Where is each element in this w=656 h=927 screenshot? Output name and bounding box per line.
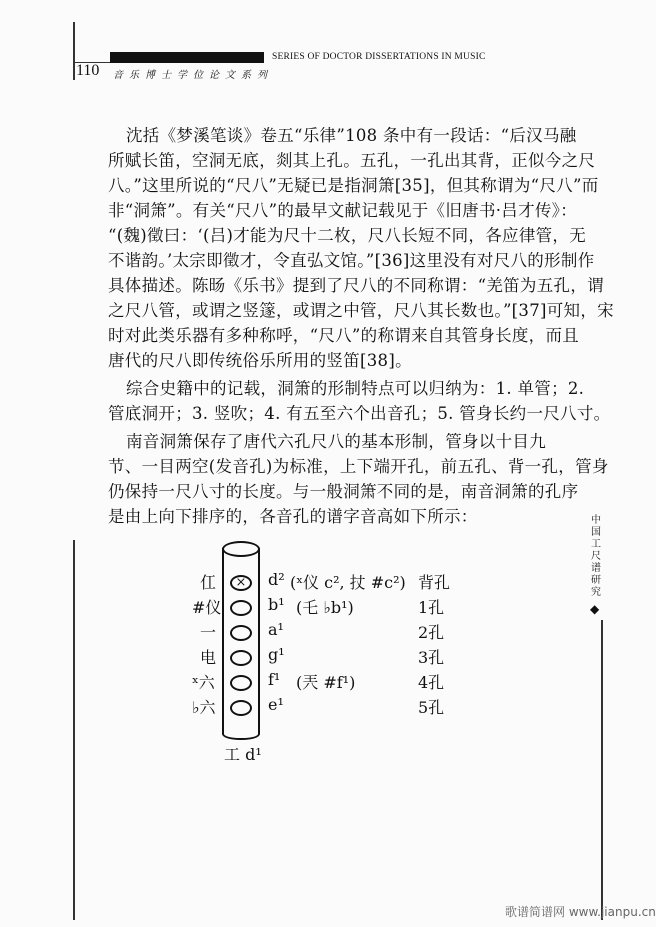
text-line: 具体描述。陈旸《乐书》提到了尺八的不同称谓：“羌笛为五孔，谓 bbox=[108, 276, 604, 295]
hole-label: 5孔 bbox=[418, 698, 445, 717]
page-number: 110 bbox=[76, 62, 100, 79]
text-line: “(魏)徵曰：‘(吕)才能为尺十二枚，尺八长短不同，各应律管，无 bbox=[108, 226, 587, 245]
hole-label: 1孔 bbox=[418, 598, 445, 617]
flute-top bbox=[222, 541, 260, 557]
text-line: 非“洞箫”。有关“尺八”的最早文献记载见于《旧唐书·吕才传》： bbox=[108, 201, 578, 220]
finger-char: 电 bbox=[200, 648, 217, 667]
pitch-note: (ˣ仪 c², 扙 #c²) bbox=[290, 573, 406, 592]
text-line: 唐代的尺八即传统俗乐所用的竖笛[38]。 bbox=[108, 351, 412, 370]
pitch-label: g¹ bbox=[268, 645, 285, 664]
text-line: 是由上向下排序的，各音孔的谱字音高如下所示： bbox=[108, 507, 478, 526]
text-line: 之尺八管，或谓之竖篴，或谓之中管，尺八其长数也。”[37]可知，宋 bbox=[108, 301, 614, 320]
hole-icon bbox=[230, 625, 252, 641]
finger-char: #仪 bbox=[192, 598, 222, 617]
pitch-note: (乇 ♭b¹) bbox=[296, 598, 354, 617]
hole-label: 2孔 bbox=[418, 623, 445, 642]
hole-icon bbox=[230, 650, 252, 666]
text-line: 综合史籍中的记载，洞箫的形制特点可以归纳为：1. 单管；2. bbox=[126, 379, 585, 398]
header-bar bbox=[110, 52, 264, 63]
margin-rule bbox=[73, 22, 75, 80]
pitch-label: f¹ bbox=[268, 670, 281, 689]
header-english: SERIES OF DOCTOR DISSERTATIONS IN MUSIC bbox=[272, 52, 486, 62]
pitch-label: a¹ bbox=[268, 620, 284, 639]
text-line: 仍保持一尺八寸的长度。与一般洞箫不同的是，南音洞箫的孔序 bbox=[108, 482, 579, 501]
finger-char: ♭六 bbox=[192, 698, 216, 717]
margin-rule bbox=[601, 620, 603, 920]
side-title: 中国工尺谱研究 bbox=[591, 515, 601, 598]
finger-char: 仜 bbox=[200, 573, 217, 592]
hole-icon bbox=[230, 600, 252, 616]
text-line: 南音洞箫保存了唐代六孔尺八的基本形制，管身以十目九 bbox=[126, 432, 546, 451]
hole-label: 3孔 bbox=[418, 648, 445, 667]
hole-icon bbox=[230, 700, 252, 716]
finger-char: 一 bbox=[200, 623, 217, 642]
text-line: 节、一目两空(发音孔)为标准，上下端开孔，前五孔、背一孔，管身 bbox=[108, 457, 609, 476]
text-line: 时对此类乐器有多种称呼，“尺八”的称谓来自其管身长度，而且 bbox=[108, 326, 580, 345]
text-line: 八。”这里所说的“尺八”无疑已是指洞箫[35]，但其称谓为“尺八”而 bbox=[108, 176, 599, 195]
hole-label: 4孔 bbox=[418, 673, 445, 692]
pitch-label: e¹ bbox=[268, 695, 284, 714]
pitch-label: b¹ bbox=[268, 595, 285, 614]
finger-char: ˣ六 bbox=[192, 673, 215, 692]
text-line: 所赋长笛，空洞无底，剡其上孔。五孔，一孔出其背，正似今之尺 bbox=[108, 151, 596, 170]
bottom-label: 工 d¹ bbox=[224, 745, 262, 764]
back-hole-icon: × bbox=[230, 575, 252, 591]
margin-rule bbox=[73, 540, 75, 920]
text-line: 管底洞开；3. 竖吹；4. 有五至六个出音孔；5. 管身长约一尺八寸。 bbox=[108, 404, 611, 423]
watermark: 歌谱简谱网 www.jianpu.cn bbox=[505, 905, 656, 919]
pitch-label: d² bbox=[268, 570, 285, 589]
pitch-note: (兲 #f¹) bbox=[296, 673, 356, 692]
text-line: 不谐韵。’太宗即徵才，令直弘文馆。”[36]这里没有对尺八的形制作 bbox=[108, 251, 595, 270]
text-line: 沈括《梦溪笔谈》卷五“乐律”108 条中有一段话：“后汉马融 bbox=[126, 126, 577, 145]
hole-icon bbox=[230, 675, 252, 691]
header-series: 音乐博士学位论文系列 bbox=[113, 70, 273, 81]
hole-label: 背孔 bbox=[418, 573, 451, 592]
diamond-icon: ◆ bbox=[590, 602, 600, 616]
